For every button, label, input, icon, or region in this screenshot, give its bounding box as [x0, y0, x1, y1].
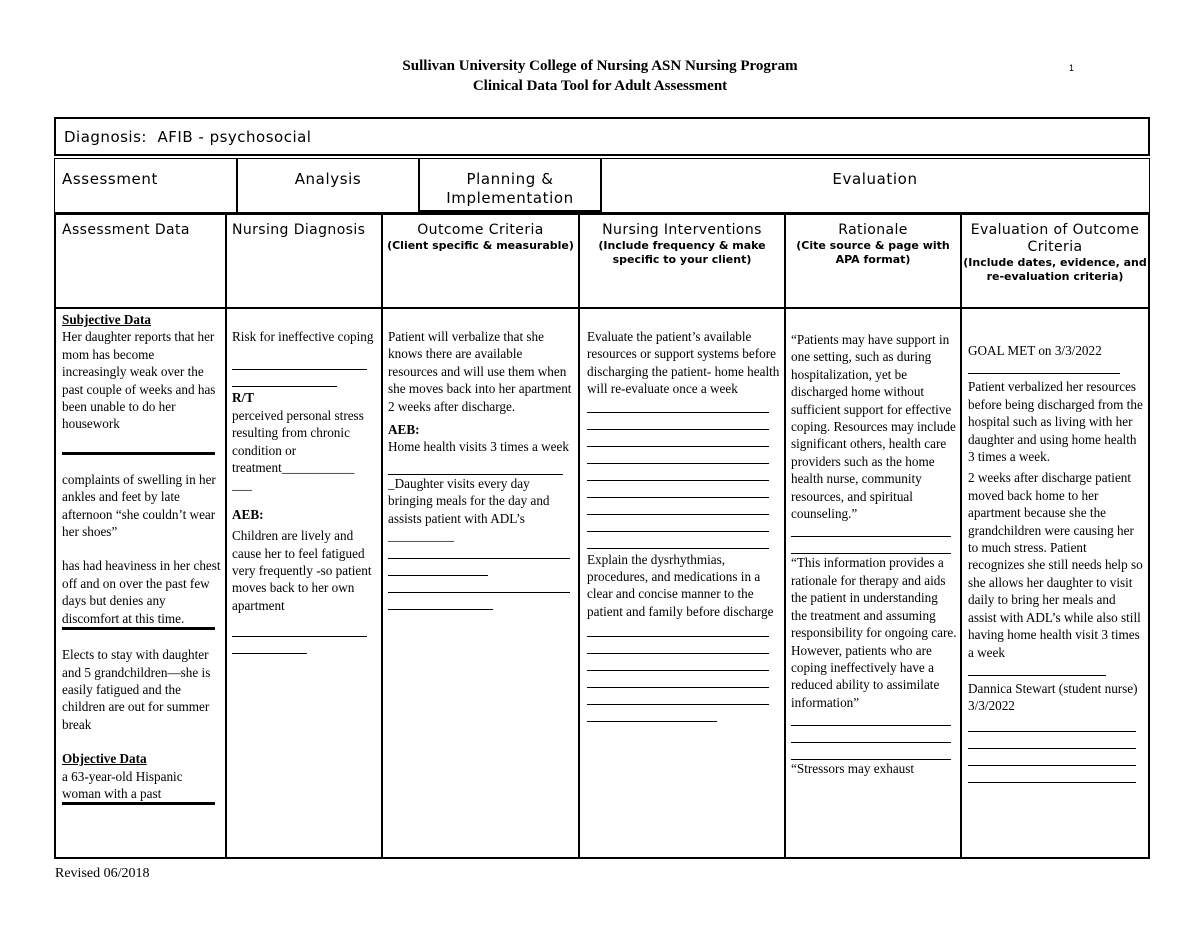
rationale-item: “Stressors may exhaust	[791, 761, 915, 777]
col-nursing-diagnosis: Nursing Diagnosis	[232, 222, 366, 238]
diagnosis-row	[64, 128, 311, 146]
phase-evaluation: Evaluation	[832, 170, 918, 188]
diagnosis-content	[232, 328, 378, 857]
rationale-item: “Patients may have support in one setting, such as during hospitalization, yet be discharged home without sufficient support for effective coping. Resources may include significant others, health care providers such as the home health nurse, community resources, and spiritual counseling.”	[791, 332, 956, 522]
col-rationale-sub: (Cite source & page with APA format)	[796, 239, 950, 266]
assessment-content	[62, 311, 222, 857]
col-interventions-sub: (Include frequency & make specific to your client)	[598, 239, 766, 266]
rt-tail: ___	[232, 477, 252, 493]
rt-label: R/T	[232, 390, 254, 406]
col-evaluation-title: Evaluation of Outcome Criteria	[970, 222, 1140, 255]
phase-planning: Planning & Implementation	[446, 170, 574, 207]
subjective-heading: Subjective Data	[62, 312, 152, 327]
document-title: Sullivan University College of Nursing ASN Nursing Program	[402, 58, 798, 74]
outcome-text: Patient will verbalize that she knows there are available resources and will use them when she moves back into her apartment 2 weeks after discharge.	[388, 329, 572, 414]
col-evaluation-sub: (Include dates, evidence, and re-evaluation criteria)	[963, 256, 1147, 283]
objective-item: a 63-year-old Hispanic woman with a past	[62, 768, 183, 801]
evaluation-content	[968, 342, 1146, 857]
intervention-item: Explain the dysrhythmias, procedures, and medications in a clear and concise manner to the patient and family before discharge	[587, 551, 774, 619]
document-subtitle: Clinical Data Tool for Adult Assessment	[472, 78, 728, 94]
subjective-item: Her daughter reports that her mom has become increasingly weak over the past couple of weeks and has been unable to do her housework	[62, 329, 216, 432]
intervention-item: Evaluate the patient’s available resources or support systems before discharging the patient- home health will re-evaluate once a week	[587, 329, 780, 397]
subjective-item: Elects to stay with daughter and 5 grandchildren—she is easily fatigued and the children are out for summer break	[62, 647, 211, 732]
evaluation-item: GOAL MET on 3/3/2022	[968, 343, 1102, 358]
revision-footer: Revised 06/2018	[55, 866, 150, 881]
col-interventions	[580, 222, 784, 267]
col-rationale-title: Rationale	[838, 222, 908, 238]
diagnosis-text: Risk for ineffective coping	[232, 329, 374, 344]
page-number: 1	[1069, 63, 1075, 73]
rationale-item: “This information provides a rationale for therapy and aids the patient in understanding the treatment and assuming responsibility for ongoing care. However, patients who are coping ineffectively have a reduced ability to assimilate information”	[791, 555, 957, 710]
col-outcome-criteria	[383, 222, 578, 253]
subjective-item: has had heaviness in her chest off and on over the past few days but denies any discomfort at this time.	[62, 558, 221, 626]
col-outcome-title: Outcome Criteria	[417, 222, 544, 238]
rt-text: perceived personal stress resulting from chronic condition or treatment___________	[232, 407, 364, 476]
rationale-content	[791, 331, 957, 857]
col-assessment-data: Assessment Data	[62, 222, 190, 238]
evaluation-item: Patient verbalized her resources before being discharged from the hospital such as living with her daughter and using home health 3 times a week.	[968, 379, 1143, 465]
col-outcome-sub: (Client specific & measurable)	[387, 239, 574, 252]
subjective-item: complaints of swelling in her ankles and feet by late afternoon “she couldn’t wear her shoes”	[62, 471, 216, 540]
phase-analysis: Analysis	[294, 170, 362, 188]
diagnosis-box	[54, 117, 1150, 156]
outcome-text: _Daughter visits every day bringing meals for the day and assists patient with ADL’s __________	[388, 475, 550, 544]
col-evaluation	[962, 222, 1148, 284]
interventions-content	[587, 328, 781, 857]
col-rationale	[786, 222, 960, 267]
col-interventions-title: Nursing Interventions	[602, 222, 762, 238]
aeb-label: AEB:	[232, 506, 264, 522]
objective-heading: Objective Data	[62, 751, 147, 767]
outcome-text: Home health visits 3 times a week	[388, 439, 569, 455]
outcome-content	[388, 328, 573, 857]
diagnosis-label: Diagnosis:	[64, 128, 147, 146]
evaluation-signature: Dannica Stewart (student nurse) 3/3/2022	[968, 680, 1138, 714]
phase-assessment: Assessment	[62, 170, 158, 188]
aeb-text: Children are lively and cause her to feel fatigued very frequently -so patient moves back to her own apartment	[232, 528, 372, 613]
diagnosis-value: AFIB - psychosocial	[157, 128, 312, 146]
outcome-aeb-label: AEB:	[388, 422, 420, 438]
evaluation-item: 2 weeks after discharge patient moved back home to her apartment because she the grandchildren were causing her to much stress. Patient recognizes she still needs help so she allows her daughter to visit daily to bring her meals and assist with ADL’s while also still having home health visit 3 times a week	[968, 470, 1143, 660]
